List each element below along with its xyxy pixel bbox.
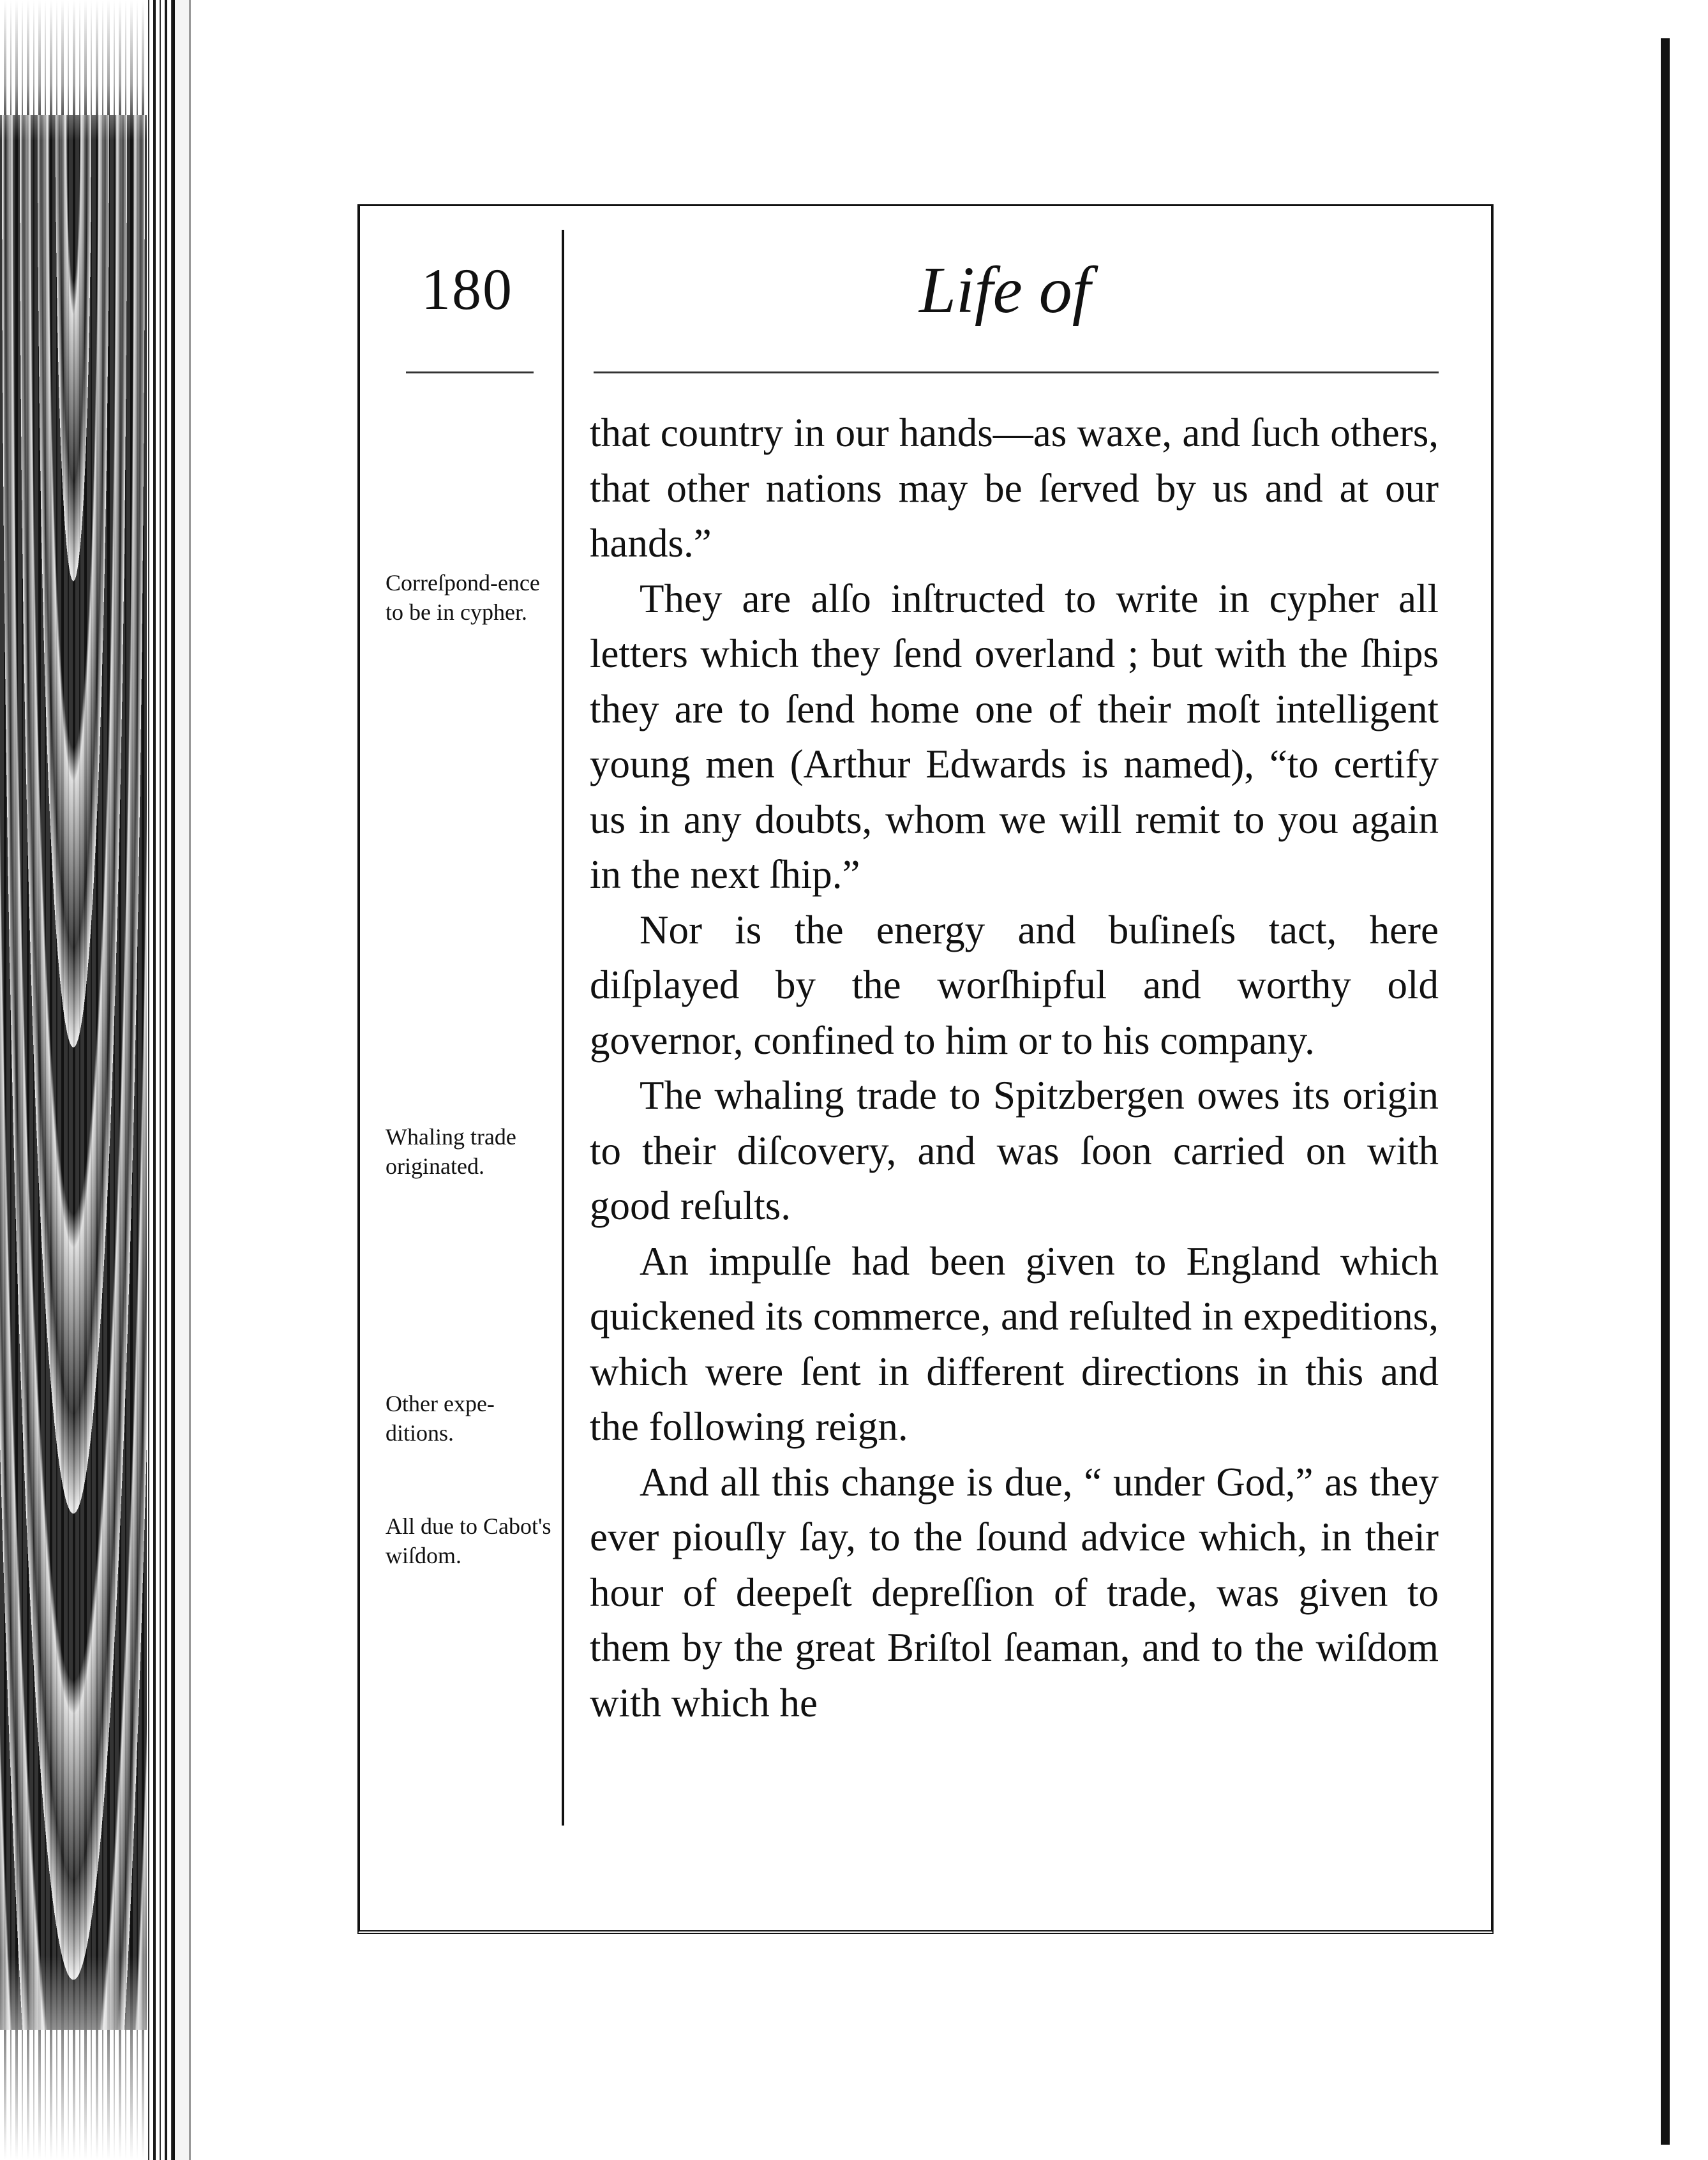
body-text <box>590 405 1439 1730</box>
edge-fade-bottom <box>0 1956 147 2160</box>
paragraph: And all this change is due, “ under God,” as they ever piouſly ſay, to the ſound advice which, in their hour of deepeſt depreſſion of trade, was given to them by the great Briſtol ſeaman, and to the wiſdom with which he <box>590 1459 1439 1725</box>
page-leaf-edge <box>172 0 191 2160</box>
marbled-edge-pattern <box>0 115 147 2030</box>
paragraph: They are alſo inſtructed to write in cypher all letters which they ſend overland ; but with the ſhips they are to ſend home one of their moſt intelligent young men (Arthur Edwards is named), “to certify us in any doubts, whom we will remit to you again in the next ſhip.” <box>590 576 1439 897</box>
edge-fade-top <box>0 0 147 140</box>
sidenote: All due to Cabot's wiſdom. <box>386 1513 551 1568</box>
book-edge-marbled <box>0 0 191 2160</box>
header-rule-left <box>406 371 534 373</box>
sidenote: Whaling trade originated. <box>386 1124 516 1179</box>
paragraph: Nor is the energy and buſineſs tact, here diſplayed by the worſhipful and worthy old governor, confined to him or to his company. <box>590 907 1439 1063</box>
sidenote: Correſpond-ence to be in cypher. <box>386 570 540 625</box>
paragraph: that country in our hands—as waxe, and ſuch others, that other nations may be ſerved by us and at our hands.” <box>590 410 1439 566</box>
sidenote: Other expe-ditions. <box>386 1391 495 1446</box>
page-number: 180 <box>421 257 513 322</box>
facing-page-edge <box>1661 38 1670 2145</box>
paragraph: The whaling trade to Spitzbergen owes its origin to their diſcovery, and was ſoon carried on with good reſults. <box>590 1073 1439 1228</box>
running-title: Life of <box>919 253 1091 327</box>
paragraph: An impulſe had been given to England which quickened its commerce, and reſulted in expeditions, which were ſent in different directions in this and the following reign. <box>590 1238 1439 1449</box>
right-margin <box>1670 0 1708 2160</box>
sidenote-divider <box>562 230 564 1826</box>
header-rule-right <box>594 371 1439 373</box>
